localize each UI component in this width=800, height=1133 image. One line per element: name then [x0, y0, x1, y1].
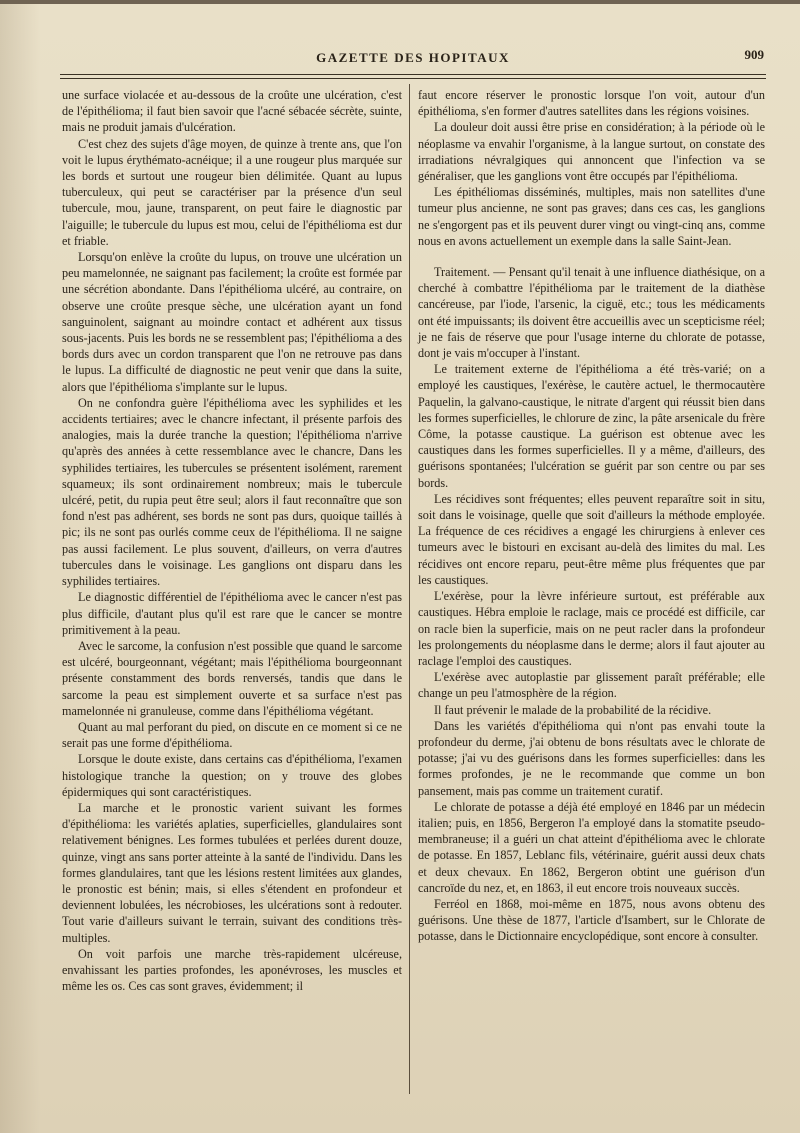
paragraph: La douleur doit aussi être prise en considération; à la période où le néoplasme va envahir l'organisme, à la langue surtout, on constate des irradiations névralgiques qui annoncent que l'infection va se généraliser, que les ganglions vont être occupés par l'épithélioma.	[418, 120, 765, 184]
paragraph: L'exérèse avec autoplastie par glissement paraît préférable; elle change un peu l'atmosphère de la région.	[418, 670, 765, 701]
paragraph: On ne confondra guère l'épithélioma avec les syphilides et les accidents tertiaires; avec le chancre infectant, il présente parfois des analogies, mais la durée tranche la question; l'épithélioma n'arrive qu'après des années à cette ressemblance avec le chancre, Dans les syphilides tertiaires, les tubercules se présentent isolément, rarement squameux; ils sont ordinairement nombreux; mais le tubercule ulcéré, petit, du rupia peut être seul; alors il faut reconnaître que son fond n'est pas adhérent, ses bords ne sont pas durs, quoique taillés à pic; ils ne sont pas ourlés comme ceux de l'épithélioma. Il ne saigne pas aussi facilement. Le plus souvent, d'ailleurs, on verra d'autres tubercules dans le voisinage. Les ganglions ont disparu dans les syphilides tertiaires.	[62, 395, 402, 589]
top-border	[0, 0, 800, 4]
paragraph: Le diagnostic différentiel de l'épithélioma avec le cancer n'est pas plus difficile, d'autant plus qu'il est rare que le cancer se montre primitivement à la peau.	[62, 590, 402, 637]
paragraph: Le traitement externe de l'épithélioma a été très-varié; on a employé les caustiques, l'exérèse, le cautère actuel, le thermocautère Paquelin, la galvano-caustique, le nitrate d'argent qui réussit bien dans les formes superficielles, le chlorure de zinc, la pâte arsenicale du frère Côme, la potasse caustique. La guérison est obtenue avec les caustiques dans les formes superficielles. Il y a même, d'ailleurs, des guérisons spontanées; l'ulcération se guérit par son centre ou par ses bords.	[418, 362, 765, 490]
paragraph: On voit parfois une marche très-rapidement ulcéreuse, envahissant les parties profondes, les aponévroses, les muscles et même les os. Ces cas sont graves, évidemment; il	[62, 946, 402, 994]
paragraph: Quant au mal perforant du pied, on discute en ce moment si ce ne serait pas une forme d'épithélioma.	[62, 719, 402, 751]
paragraph: faut encore réserver le pronostic lorsque l'on voit, autour d'un épithélioma, s'en former d'autres satellites dans les régions voisines.	[418, 88, 765, 119]
paragraph: C'est chez des sujets d'âge moyen, de quinze à trente ans, que l'on voit le lupus érythémato-acnéique; il a une rougeur plus marquée sur les bords et surtout une rougeur bien délimitée. Quant au lupus tuberculeux, qui peut se caractériser par la présence d'un seul tubercule, mou, jaune, transparent, on peut faire le diagnostic par l'aiguille; le tubercule du lupus est mou, celui de l'épithélioma est dur et friable.	[62, 136, 402, 248]
journal-title: GAZETTE DES HOPITAUX	[316, 50, 510, 65]
header-rule	[60, 74, 766, 75]
header-rule-thin	[60, 78, 766, 79]
paragraph: une surface violacée et au-dessous de la croûte une ulcération, c'est de l'épithélioma; il faut bien savoir que l'acné sébacée sécrète, suinte, mais ne produit jamais d'ulcération.	[62, 88, 402, 135]
page-header	[60, 47, 766, 70]
paragraph: Lorsqu'on enlève la croûte du lupus, on trouve une ulcération un peu mamelonnée, ne saignant pas facilement; la croûte est formée par une sécrétion abondante. Dans l'épithélioma ulcéré, au contraire, on observe une croûte presque sèche, une ulcération ayant un fond sanguinolent, saignant au moindre contact et adhérent aux tissus sous-jacents. Puis les bords ne se ressemblent pas; l'épithélioma a des bords durs avec un cordon transparent que l'on ne retrouve pas dans le lupus. La difficulté de diagnostic ne peut venir que dans la suite, alors que l'épithélioma s'implante sur le lupus.	[62, 250, 402, 394]
paragraph: Dans les variétés d'épithélioma qui n'ont pas envahi toute la profondeur du derme, j'ai obtenu de bons résultats avec le chlorate de potasse; j'ai vu des guérisons dans les formes superficielles: dans les formes profondes, je ne le recommande que comme un bon pansement, mais pas comme un traitement curatif.	[418, 718, 765, 798]
column-divider	[409, 84, 410, 1094]
paragraph-traitement: Traitement. — Pensant qu'il tenait à une influence diathésique, on a cherché à combattre l'épithélioma par le traitement de la diathèse cancéreuse, par l'iode, l'arsenic, la ciguë, etc.; tous les médicaments ont été impuissants; ils doivent être accueillis avec un scepticisme réel; je ne fais de réserve que pour l'usage interne du chlorate de potasse, dont je vais m'occuper à l'instant.	[418, 265, 765, 361]
page-number: 909	[744, 47, 764, 62]
left-column	[62, 87, 402, 994]
right-column	[418, 87, 765, 945]
paragraph: Les épithéliomas disséminés, multiples, mais non satellites d'une tumeur plus ancienne, ne sont pas graves; dans ces cas, les ganglions ne s'engorgent pas et ils peuvent durer vingt ou vingt-cinq ans, comme nous en avons actuellement un exemple dans la salle Saint-Jean.	[418, 185, 765, 248]
paragraph: Les récidives sont fréquentes; elles peuvent reparaître soit in situ, soit dans le voisinage, quelle que soit d'ailleurs la méthode employée. La fréquence de ces récidives a engagé les chirurgiens à enlever ces tumeurs avec le bistouri en excisant au-delà des limites du mal. Les récidives ont encore reparu, peut-être même plus fréquentes que par les caustiques.	[418, 491, 765, 587]
paragraph: Lorsque le doute existe, dans certains cas d'épithélioma, l'examen histologique tranche la question; on y trouve des globes épidermiques qui sont caractéristiques.	[62, 752, 402, 799]
paragraph: Le chlorate de potasse a déjà été employé en 1846 par un médecin italien; puis, en 1856, Bergeron l'a employé dans la stomatite pseudo-membraneuse; il a guéri un chat atteint d'épithélioma avec le chlorate de potasse. En 1857, Leblanc fils, vétérinaire, guérit aussi deux chats et deux chevaux. En 1862, Bergeron obtint une guérison d'un cancroïde du nez, et, en 1863, il eut encore trois nouveaux succès.	[418, 799, 765, 895]
paragraph: Ferréol en 1868, moi-même en 1875, nous avons obtenu des guérisons. Une thèse de 1877, l'article d'Isambert, sur le Chlorate de potasse, dans le Dictionnaire encyclopédique, sont encore à consulter.	[418, 896, 765, 944]
paragraph: L'exérèse, pour la lèvre inférieure surtout, est préférable aux caustiques. Hébra emploie le raclage, mais ce procédé est difficile, car on racle bien la superficie, mais on ne peut racler dans la profondeur les prolongements du néoplasme dans le derme; alors il faut ajouter au raclage l'emploi des caustiques.	[418, 589, 765, 668]
paragraph: Avec le sarcome, la confusion n'est possible que quand le sarcome est ulcéré, bourgeonnant, végétant; mais l'épithélioma bourgeonnant présente constamment des bords renversés, tandis que dans le sarcome la peau est simplement ouverte et sa surface n'est pas mamelonnée ni granuleuse, comme dans l'épithélioma végétant.	[62, 638, 402, 718]
paragraph: Il faut prévenir le malade de la probabilité de la récidive.	[434, 702, 712, 717]
paragraph: La marche et le pronostic varient suivant les formes d'épithélioma: les variétés aplaties, superficielles, glandulaires sont relativement bénignes. Les formes tubulées et perlées durent douze, quinze, vingt ans sans porter atteinte à la santé de l'individu. Dans les formes glandulaires, tant que les lésions restent limitées aux glandes, le pronostic est bénin; mais, si elles s'étendent en profondeur et deviennent lobulées, les nécrobioses, les ulcérations sont à redouter. Tout varie d'ailleurs suivant le terrain, suivant des conditions très-multiples.	[62, 800, 402, 945]
